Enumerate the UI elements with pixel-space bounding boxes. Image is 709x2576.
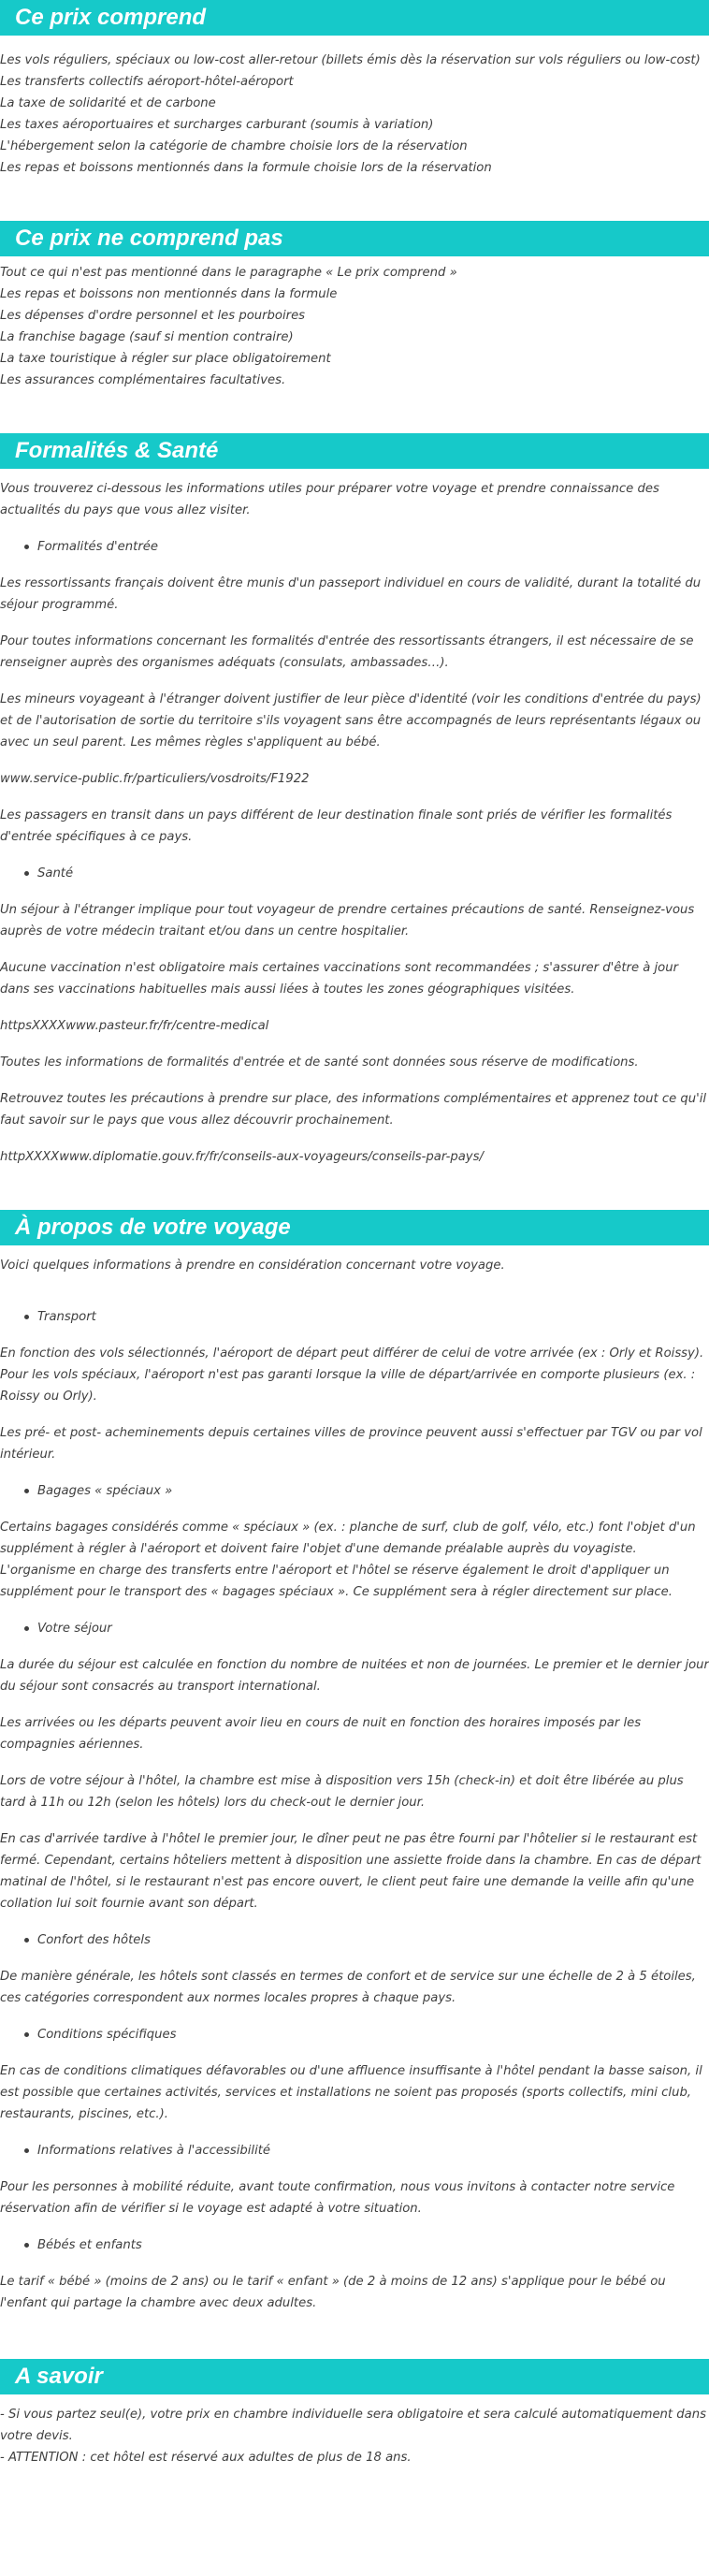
formalites-entree-heading: [0, 536, 709, 558]
sejour-paragraph: Les arrivées ou les départs peuvent avoir lieu en cours de nuit en fonction des horaires imposés par les compagnies aériennes.: [0, 1716, 642, 1752]
sante-paragraph: Toutes les informations de formalités d'entrée et de santé sont données sous réserve de modifications.: [0, 1055, 639, 1070]
list-item: L'hébergement selon la catégorie de chambre choisie lors de la réservation: [0, 139, 468, 153]
bebes-paragraph: Le tarif « bébé » (moins de 2 ans) ou le tarif « enfant » (de 2 à moins de 12 ans) s'applique pour le bébé ou l'enfant qui partage la chambre avec deux adultes.: [0, 2275, 666, 2310]
a-propos-intro: Voici quelques informations à prendre en considération concernant votre voyage.: [0, 1259, 505, 1273]
bullet-accessibilite: Informations relatives à l'accessibilité: [0, 2140, 709, 2161]
section-title-prix-ne-comprend-pas: Ce prix ne comprend pas: [0, 221, 709, 256]
formalites-intro: Vous trouverez ci-dessous les informations utiles pour préparer votre voyage et prendre connaissance des actualités du pays que vous allez visiter.: [0, 482, 659, 517]
sante-paragraph: Un séjour à l'étranger implique pour tout voyageur de prendre certaines précautions de santé. Renseignez-vous auprès de votre médecin traitant et/ou dans un centre hospitalier.: [0, 903, 695, 939]
transport-paragraph: En fonction des vols sélectionnés, l'aéroport de départ peut différer de celui de votre arrivée (ex : Orly et Roissy). Pour les vols spéciaux, l'aéroport n'est pas garanti lorsque la ville de départ/arrivée en comporte plusieurs (ex. : Roissy ou Orly).: [0, 1346, 704, 1404]
section-formalites-sante: [0, 433, 709, 1168]
bagages-paragraph: Certains bagages considérés comme « spéciaux » (ex. : planche de surf, club de golf, vélo, etc.) font l'objet d'un supplément à régler à l'aéroport et doivent faire l'objet d'une demande préalable auprès du voyagiste. L'organisme en charge des transferts entre l'aéroport et l'hôtel se réserve également le droit d'appliquer un supplément pour le transport des « bagages spéciaux ». Ce supplément sera à régler directement sur place.: [0, 1521, 696, 1599]
sejour-paragraph: La durée du séjour est calculée en fonction du nombre de nuitées et non de journées. Le premier et le dernier jour du séjour sont consacrés au transport international.: [0, 1658, 709, 1694]
list-item: La franchise bagage (sauf si mention contraire): [0, 330, 294, 344]
list-item: La taxe touristique à régler sur place obligatoirement: [0, 352, 331, 366]
section-prix-ne-comprend-pas: [0, 221, 709, 391]
sante-paragraph: Aucune vaccination n'est obligatoire mais certaines vaccinations sont recommandées ; s'assurer d'être à jour dans ses vaccinations habituelles mais aussi liées à toutes les zones géographiques visitées.: [0, 961, 679, 997]
service-public-link: www.service-public.fr/particuliers/vosdroits/F1922: [0, 772, 310, 786]
diplomatie-link: httpXXXXwww.diplomatie.gouv.fr/fr/conseils-aux-voyageurs/conseils-par-pays/: [0, 1150, 484, 1164]
bullet-bagages: Bagages « spéciaux »: [0, 1480, 709, 1502]
list-item: La taxe de solidarité et de carbone: [0, 96, 216, 110]
bagages-heading: [0, 1480, 709, 1502]
list-item: Les dépenses d'ordre personnel et les pourboires: [0, 309, 306, 323]
accessibilite-paragraph: Pour les personnes à mobilité réduite, avant toute confirmation, nous vous invitons à contacter notre service réservation afin de vérifier si le voyage est adapté à votre situation.: [0, 2180, 675, 2216]
formalites-paragraph: Les mineurs voyageant à l'étranger doivent justifier de leur pièce d'identité (voir les conditions d'entrée du pays) et de l'autorisation de sortie du territoire s'ils voyagent sans être accompagnés de leurs représentants légaux ou avec un seul parent. Les mêmes règles s'appliquent au bébé.: [0, 692, 702, 750]
a-savoir-list: [0, 2394, 709, 2468]
sante-paragraph: Retrouvez toutes les précautions à prendre sur place, des informations complémentaires et apprenez tout ce qu'il faut savoir sur le pays que vous allez découvrir prochainement.: [0, 1092, 707, 1128]
a-propos-content: [0, 1245, 709, 2314]
sejour-paragraph: En cas d'arrivée tardive à l'hôtel le premier jour, le dîner peut ne pas être fourni par l'hôtelier si le restaurant est fermé. Cependant, certains hôteliers mettent à disposition une assiette froide dans la chambre. En cas de départ matinal de l'hôtel, si le restaurant n'est pas encore ouvert, le client peut faire une demande la veille afin qu'une collation lui soit fournie avant son départ.: [0, 1832, 702, 1911]
accessibilite-heading: [0, 2140, 709, 2161]
list-item: Tout ce qui n'est pas mentionné dans le paragraphe « Le prix comprend »: [0, 266, 457, 280]
prix-comprend-list: [0, 36, 709, 179]
bullet-sante: Santé: [0, 863, 709, 884]
sejour-paragraph: Lors de votre séjour à l'hôtel, la chambre est mise à disposition vers 15h (check-in) et doit être libérée au plus tard à 11h ou 12h (selon les hôtels) lors du check-out le dernier jour.: [0, 1774, 684, 1810]
list-item: - ATTENTION : cet hôtel est réservé aux adultes de plus de 18 ans.: [0, 2451, 412, 2465]
section-prix-comprend: [0, 0, 709, 179]
formalites-paragraph: Les passagers en transit dans un pays différent de leur destination finale sont priés de vérifier les formalités d'entrée spécifiques à ce pays.: [0, 808, 673, 844]
section-a-propos-voyage: [0, 1210, 709, 2314]
list-item: Les taxes aéroportuaires et surcharges carburant (soumis à variation): [0, 118, 434, 132]
bullet-transport: Transport: [0, 1306, 709, 1328]
section-a-savoir: [0, 2359, 709, 2468]
prix-ne-comprend-pas-list: [0, 256, 709, 391]
list-item: Les repas et boissons non mentionnés dans la formule: [0, 287, 338, 301]
bullet-votre-sejour: Votre séjour: [0, 1618, 709, 1639]
confort-heading: [0, 1929, 709, 1951]
confort-paragraph: De manière générale, les hôtels sont classés en termes de confort et de service sur une échelle de 2 à 5 étoiles, ces catégories correspondent aux normes locales propres à chaque pays.: [0, 1970, 696, 2005]
list-item: Les transferts collectifs aéroport-hôtel-aéroport: [0, 75, 294, 89]
conditions-paragraph: En cas de conditions climatiques défavorables ou d'une affluence insuffisante à l'hôtel pendant la basse saison, il est possible que certaines activités, services et installations ne soient pas proposés (sports collectifs, mini club, restaurants, piscines, etc.).: [0, 2064, 702, 2121]
list-item: Les repas et boissons mentionnés dans la formule choisie lors de la réservation: [0, 161, 492, 175]
conditions-heading: [0, 2024, 709, 2045]
bullet-confort-hotels: Confort des hôtels: [0, 1929, 709, 1951]
section-title-prix-comprend: Ce prix comprend: [0, 0, 709, 36]
section-title-formalites-sante: Formalités & Santé: [0, 433, 709, 469]
bullet-formalites-entree: Formalités d'entrée: [0, 536, 709, 558]
bebes-heading: [0, 2234, 709, 2256]
transport-paragraph: Les pré- et post- acheminements depuis certaines villes de province peuvent aussi s'effectuer par TGV ou par vol intérieur.: [0, 1426, 702, 1462]
list-item: - Si vous partez seul(e), votre prix en chambre individuelle sera obligatoire et sera calculé automatiquement dans votre devis.: [0, 2408, 706, 2443]
transport-heading: [0, 1306, 709, 1328]
formalites-paragraph: Les ressortissants français doivent être munis d'un passeport individuel en cours de validité, durant la totalité du séjour programmé.: [0, 576, 702, 612]
section-title-a-savoir: A savoir: [0, 2359, 709, 2394]
section-title-a-propos-voyage: À propos de votre voyage: [0, 1210, 709, 1245]
list-item: Les assurances complémentaires facultatives.: [0, 373, 286, 387]
pasteur-link: httpsXXXXwww.pasteur.fr/fr/centre-medical: [0, 1019, 269, 1033]
list-item: Les vols réguliers, spéciaux ou low-cost aller-retour (billets émis dès la réservation sur vols réguliers ou low-cost): [0, 53, 701, 67]
bullet-conditions-specifiques: Conditions spécifiques: [0, 2024, 709, 2045]
sante-heading: [0, 863, 709, 884]
bullet-bebes-enfants: Bébés et enfants: [0, 2234, 709, 2256]
sejour-heading: [0, 1618, 709, 1639]
formalites-paragraph: Pour toutes informations concernant les formalités d'entrée des ressortissants étrangers, il est nécessaire de se renseigner auprès des organismes adéquats (consulats, ambassades…).: [0, 634, 694, 670]
formalites-content: [0, 469, 709, 1168]
